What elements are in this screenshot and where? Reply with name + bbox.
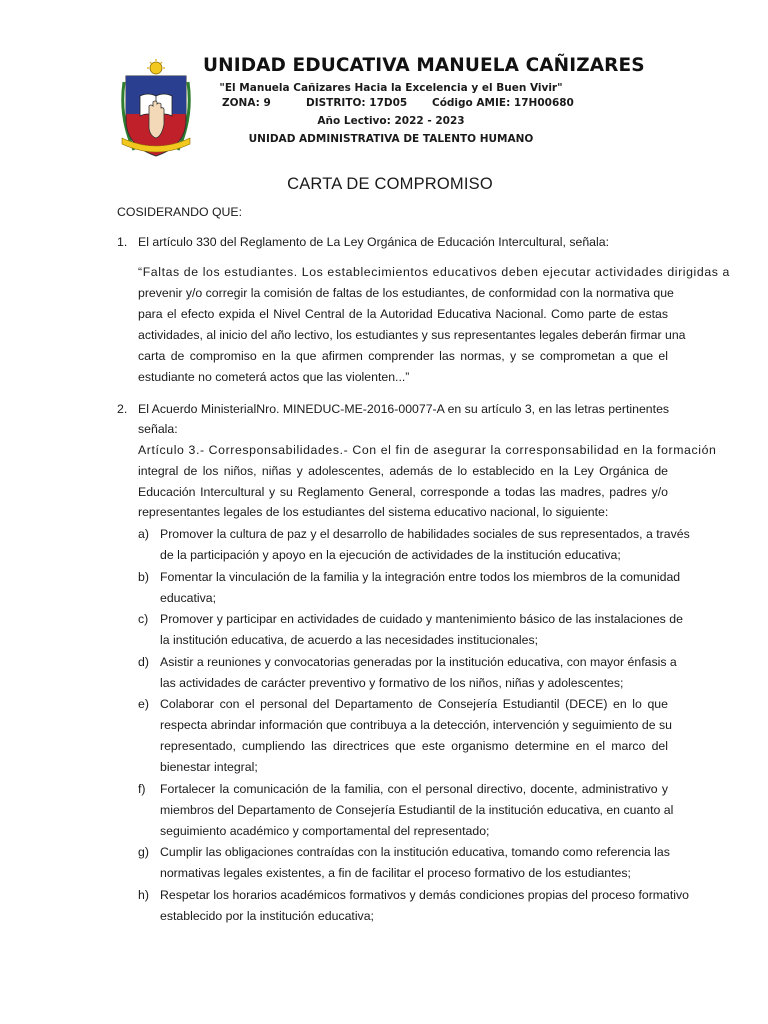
list-item-line: Fortalecer la comunicación de la familia, con el personal directivo, docente, administrativo y xyxy=(160,781,668,796)
list-item-line: Fomentar la vinculación de la familia y la integración entre todos los miembros de la comunidad xyxy=(160,569,681,584)
list-letter: c) xyxy=(138,612,149,626)
list-item-line: miembros del Departamento de Consejería Estudiantil de la institución educativa, en cuanto al xyxy=(160,802,674,817)
item2-line: representantes legales de los estudiantes del sistema educativo nacional, lo siguiente: xyxy=(138,505,609,519)
sun-icon xyxy=(147,59,165,74)
list-item-line: Asistir a reuniones y convocatorias generadas por la institución educativa, con mayor énfasis a xyxy=(160,654,677,669)
document-title: CARTA DE COMPROMISO xyxy=(287,175,493,193)
list-item-line: las actividades de carácter preventivo y formativo de los niños, niñas y adolescentes; xyxy=(160,675,624,690)
quote-line: prevenir y/o corregir la comisión de faltas de los estudiantes, de conformidad con la normativa que xyxy=(138,286,674,300)
list-letter: b) xyxy=(138,569,149,584)
admin-unit: UNIDAD ADMINISTRATIVA DE TALENTO HUMANO xyxy=(248,133,534,145)
list-item-line: Promover y participar en actividades de cuidado y mantenimiento básico de las instalaciones de xyxy=(160,612,683,626)
quote-line: estudiante no cometerá actos que las violenten...” xyxy=(138,370,410,384)
list-item-line: Promover la cultura de paz y el desarrollo de habilidades sociales de sus representados, a través xyxy=(160,527,690,541)
quote-line: para el efecto expida el Nivel Central de la Autoridad Educativa Nacional. Como parte de estas xyxy=(138,307,668,321)
school-name: UNIDAD EDUCATIVA MANUELA CAÑIZARES xyxy=(203,55,645,76)
quote-line: “Faltas de los estudiantes. Los establecimientos educativos deben ejecutar actividades dirigidas a xyxy=(138,265,730,279)
list-letter: h) xyxy=(138,887,149,902)
school-crest-logo xyxy=(118,58,194,162)
list-item-line: respecta abrindar información que contribuya a la detección, intervención y seguimiento de su xyxy=(160,718,672,732)
list-letter: g) xyxy=(138,845,149,859)
item2-line: Artículo 3.- Corresponsabilidades.- Con el fin de asegurar la corresponsabilidad en la formación xyxy=(138,443,717,457)
list-letter: a) xyxy=(138,527,149,541)
school-motto: "El Manuela Cañizares Hacia la Excelencia y el Buen Vivir" xyxy=(219,82,563,94)
list-item-line: representado, cumpliendo las directrices que este organismo determine en el marco del xyxy=(160,739,668,753)
list-item-line: Colaborar con el personal del Departamento de Consejería Estudiantil (DECE) en lo que xyxy=(160,697,668,711)
item1-text: El artículo 330 del Reglamento de La Ley Orgánica de Educación Intercultural, señala: xyxy=(138,235,609,249)
zona-label: ZONA: 9 xyxy=(222,97,271,109)
list-item-line: normativas legales existentes, a fin de facilitar el proceso formativo de los estudiantes; xyxy=(160,866,631,880)
distrito-label: DISTRITO: 17D05 xyxy=(306,97,408,109)
list-item-line: seguimiento académico y comportamental del representado; xyxy=(160,823,490,838)
list-item-line: bienestar integral; xyxy=(160,760,258,774)
list-item-line: establecido por la institución educativa; xyxy=(160,908,374,923)
item-number: 1. xyxy=(117,235,128,249)
item2-line: El Acuerdo MinisterialNro. MINEDUC-ME-2016-00077-A en su artículo 3, en las letras pertinentes xyxy=(138,402,670,416)
list-letter: f) xyxy=(138,781,146,796)
list-item-line: Cumplir las obligaciones contraídas con la institución educativa, tomando como referencia las xyxy=(160,845,670,859)
item2-line: Educación Intercultural y su Reglamento General, corresponde a todas las madres, padres y/o xyxy=(138,485,668,499)
item2-line: señala: xyxy=(138,422,178,436)
list-item-line: educativa; xyxy=(160,590,217,605)
list-letter: d) xyxy=(138,654,149,669)
quote-line: carta de compromiso en la que afirmen comprender las normas, y se comprometan a que el xyxy=(138,349,668,363)
intro-heading: COSIDERANDO QUE: xyxy=(117,205,243,219)
item-number: 2. xyxy=(117,402,128,416)
list-item-line: de la participación y apoyo en la ejecución de actividades de la institución educativa; xyxy=(160,548,621,562)
item2-line: integral de los niños, niñas y adolescentes, además de lo establecido en la Ley Orgánica de xyxy=(138,464,668,478)
list-item-line: Respetar los horarios académicos formativos y demás condiciones propias del proceso formativo xyxy=(160,887,690,902)
quote-line: actividades, al inicio del año lectivo, los estudiantes y sus representantes legales deberán firmar una xyxy=(138,328,686,342)
list-letter: e) xyxy=(138,697,149,711)
school-year: Año Lectivo: 2022 - 2023 xyxy=(317,115,465,127)
list-item-line: la institución educativa, de acuerdo a las necesidades institucionales; xyxy=(160,633,539,647)
codigo-amie-label: Código AMIE: 17H00680 xyxy=(432,97,574,109)
